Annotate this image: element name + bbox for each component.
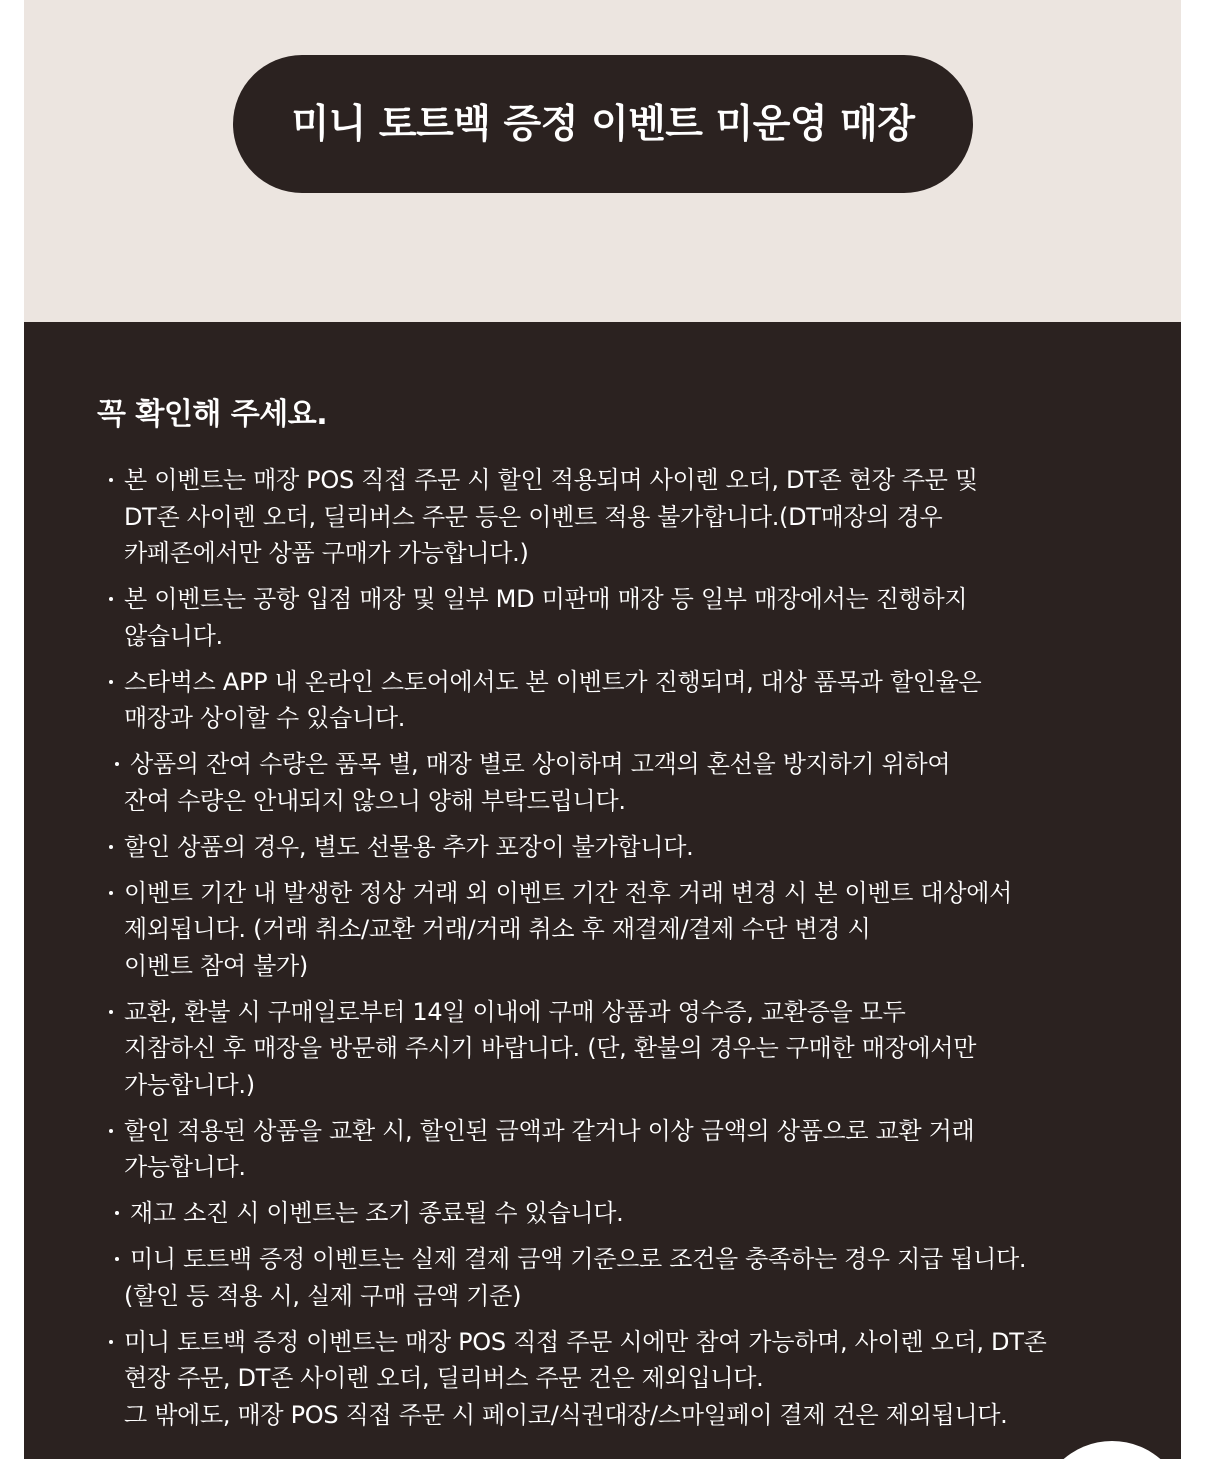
- notice-list: [24, 462, 1181, 1443]
- bullet-dot-icon: [115, 1257, 119, 1261]
- notice-item-text: (할인 등 적용 시, 실제 구매 금액 기준): [124, 1281, 522, 1310]
- bullet-dot-icon: [115, 1211, 119, 1215]
- notice-item: [24, 1324, 1181, 1434]
- notice-item: [24, 664, 1181, 737]
- notice-item-text: 재고 소진 시 이벤트는 조기 종료될 수 있습니다.: [130, 1199, 624, 1227]
- bullet-dot-icon: [115, 762, 119, 766]
- notice-item: [24, 746, 1181, 819]
- notice-item-text: 제외됩니다. (거래 취소/교환 거래/거래 취소 후 재결제/결제 수단 변경 시: [124, 915, 871, 943]
- event-page: [24, 0, 1181, 1459]
- notice-item-text: 스타벅스 APP 내 온라인 스토어에서도 본 이벤트가 진행되며, 대상 품목과 할인율은: [124, 667, 982, 696]
- floating-circle-button[interactable]: [1062, 1441, 1162, 1459]
- notice-item: [24, 829, 1181, 866]
- event-banner: [24, 0, 1181, 322]
- notice-item: [24, 1195, 1181, 1232]
- notice-item-text: DT존 사이렌 오더, 딜리버스 주문 등은 이벤트 적용 불가합니다.(DT매장의 경우: [124, 502, 943, 531]
- notice-item: [24, 462, 1181, 572]
- pill-label: 미니 토트백 증정 이벤트 미운영 매장: [291, 101, 915, 147]
- non-participating-stores-button[interactable]: [233, 55, 973, 193]
- bullet-dot-icon: [109, 1129, 113, 1133]
- circle-icon: [1062, 1441, 1162, 1459]
- notice-item-text: 이벤트 참여 불가): [124, 951, 308, 980]
- notice-item-text: 상품의 잔여 수량은 품목 별, 매장 별로 상이하며 고객의 혼선을 방지하기 위하여: [130, 750, 951, 778]
- bullet-dot-icon: [109, 597, 113, 601]
- notice-item-text: 본 이벤트는 매장 POS 직접 주문 시 할인 적용되며 사이렌 오더, DT존 현장 주문 및: [124, 466, 978, 494]
- notice-item-text: 매장과 상이할 수 있습니다.: [124, 704, 406, 732]
- bullet-dot-icon: [109, 891, 113, 895]
- notice-item-text: 본 이벤트는 공항 입점 매장 및 일부 MD 미판매 매장 등 일부 매장에서는 진행하지: [124, 585, 968, 613]
- notice-item-text: 그 밖에도, 매장 POS 직접 주문 시 페이코/식권대장/스마일페이 결제 건은 제외됩니다.: [124, 1400, 1008, 1429]
- notice-item-text: 잔여 수량은 안내되지 않으니 양해 부탁드립니다.: [124, 786, 626, 815]
- notice-item-text: 교환, 환불 시 구매일로부터 14일 이내에 구매 상품과 영수증, 교환증을 모두: [124, 997, 906, 1026]
- bullet-dot-icon: [109, 680, 113, 684]
- notice-item: [24, 994, 1181, 1104]
- notice-item-text: 할인 상품의 경우, 별도 선물용 추가 포장이 불가합니다.: [124, 832, 694, 861]
- notice-item-text: 않습니다.: [124, 621, 223, 650]
- bullet-dot-icon: [109, 845, 113, 849]
- bullet-dot-icon: [109, 1340, 113, 1344]
- bullet-dot-icon: [109, 478, 113, 482]
- notice-item-text: 가능합니다.: [124, 1153, 246, 1181]
- notice-item: [24, 581, 1181, 654]
- notice-item-text: 할인 적용된 상품을 교환 시, 할인된 금액과 같거나 이상 금액의 상품으로 교환 거래: [124, 1116, 975, 1145]
- notice-item-text: 이벤트 기간 내 발생한 정상 거래 외 이벤트 기간 전후 거래 변경 시 본 이벤트 대상에서: [124, 878, 1012, 907]
- notice-item-text: 카페존에서만 상품 구매가 가능합니다.): [124, 539, 529, 567]
- notice-item-text: 미니 토트백 증정 이벤트는 실제 결제 금액 기준으로 조건을 충족하는 경우 지급 됩니다.: [130, 1245, 1027, 1273]
- notice-item-text: 미니 토트백 증정 이벤트는 매장 POS 직접 주문 시에만 참여 가능하며, 사이렌 오더, DT존: [124, 1327, 1047, 1356]
- notice-item-text: 지참하신 후 매장을 방문해 주시기 바랍니다. (단, 환불의 경우는 구매한 매장에서만: [124, 1034, 977, 1062]
- notice-heading: 꼭 확인해 주세요.: [97, 397, 328, 432]
- notice-item-text: 현장 주문, DT존 사이렌 오더, 딜리버스 주문 건은 제외입니다.: [124, 1364, 764, 1392]
- notice-item: [24, 1113, 1181, 1186]
- notice-item: [24, 875, 1181, 985]
- notice-item: [24, 1241, 1181, 1314]
- bullet-dot-icon: [109, 1010, 113, 1014]
- notice-item-text: 가능합니다.): [124, 1070, 255, 1099]
- notice-section: [24, 322, 1181, 1459]
